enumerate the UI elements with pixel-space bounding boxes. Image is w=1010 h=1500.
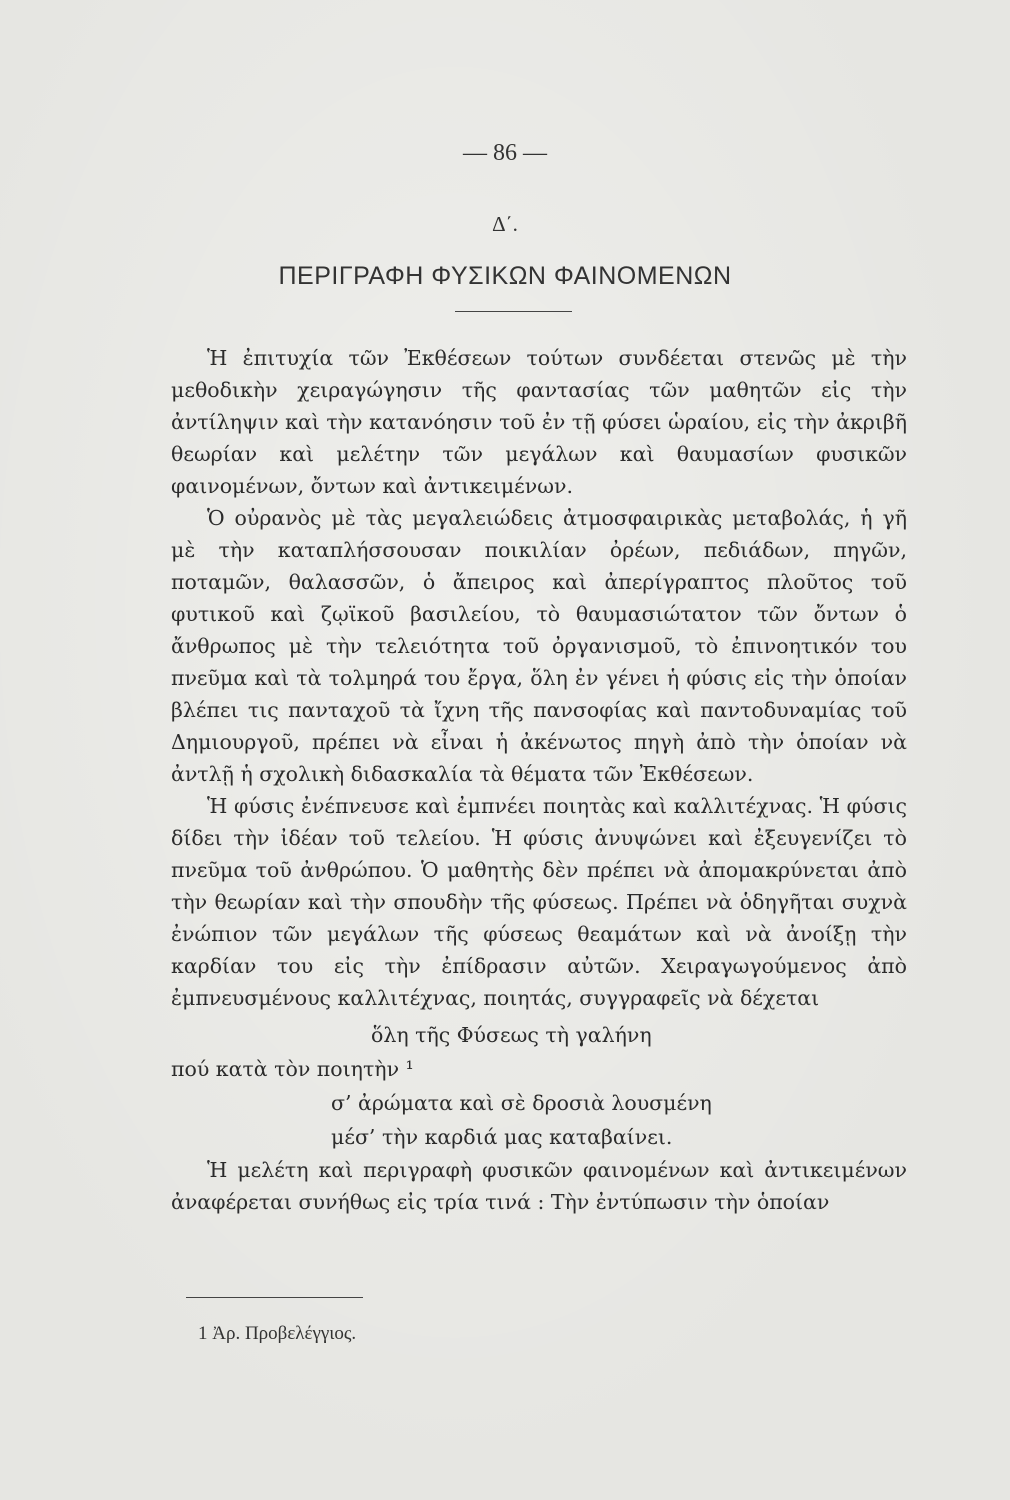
chapter-title: ΠΕΡΙΓΡΑΦΗ ΦΥΣΙΚΩΝ ΦΑΙΝΟΜΕΝΩΝ xyxy=(278,262,732,290)
footnote-rule xyxy=(186,1297,363,1298)
verse-line-2: σ’ ἀρώματα καὶ σὲ δροσιὰ λουσμένη xyxy=(331,1091,712,1115)
paragraph-4: Ἡ μελέτη καὶ περιγραφὴ φυσικῶν φαινομένων καὶ ἀντικειμένων ἀναφέρεται συνήθως εἰς τρία τινά : Τὴν ἐντύπωσιν τὴν ὁποίαν xyxy=(171,1158,907,1214)
verse-line-1: ὅλη τῆς Φύσεως τὴ γαλήνη xyxy=(371,1023,652,1047)
verse-line-3: μέσ’ τὴν καρδιά μας καταβαίνει. xyxy=(331,1125,673,1149)
body-text xyxy=(171,342,907,1218)
verse-attribution: πού κατὰ τὸν ποιητὴν ¹ xyxy=(171,1057,414,1081)
footnote: 1 Ἀρ. Προβελέγγιος. xyxy=(198,1323,357,1344)
paragraph-1: Ἡ ἐπιτυχία τῶν Ἐκθέσεων τούτων συνδέεται στενῶς μὲ τὴν μεθοδικὴν χειραγώγησιν τῆς φαντασίας τῶν μαθητῶν εἰς τὴν ἀντίληψιν καὶ τὴν κατανόησιν τοῦ ἐν τῇ φύσει ὡραίου, εἰς τὴν ἀκριβῆ θεωρίαν καὶ μελέτην τῶν μεγάλων καὶ θαυμασίων φυσικῶν φαινομένων, ὄντων καὶ ἀντικειμένων. xyxy=(171,346,907,498)
section-mark: Δ΄. xyxy=(492,212,518,236)
title-underline xyxy=(455,311,572,312)
paragraph-2: Ὁ οὐρανὸς μὲ τὰς μεγαλειώδεις ἀτμοσφαιρικὰς μεταβολάς, ἡ γῆ μὲ τὴν καταπλήσσουσαν ποικιλίαν ὀρέων, πεδιάδων, πηγῶν, ποταμῶν, θαλασσῶν, ὁ ἄπειρος καὶ ἀπερίγραπτος πλοῦτος τοῦ φυτικοῦ καὶ ζῳϊκοῦ βασιλείου, τὸ θαυμασιώτατον τῶν ὄντων ὁ ἄνθρωπος μὲ τὴν τελειότητα τοῦ ὀργανισμοῦ, τὸ ἐπινοητικόν του πνεῦμα καὶ τὰ τολμηρά του ἔργα, ὅλη ἐν γένει ἡ φύσις εἰς τὴν ὁποίαν βλέπει τις πανταχοῦ τὰ ἴχνη τῆς πανσοφίας καὶ παντοδυναμίας τοῦ Δημιουργοῦ, πρέπει νὰ εἶναι ἡ ἀκένωτος πηγὴ ἀπὸ τὴν ὁποίαν νὰ ἀντλῇ ἡ σχολικὴ διδασκαλία τὰ θέματα τῶν Ἐκθέσεων. xyxy=(171,506,907,786)
paragraph-3: Ἡ φύσις ἐνέπνευσε καὶ ἐμπνέει ποιητὰς καὶ καλλιτέχνας. Ἡ φύσις δίδει τὴν ἰδέαν τοῦ τελείου. Ἡ φύσις ἀνυψώνει καὶ ἐξευγενίζει τὸ πνεῦμα τοῦ ἀνθρώπου. Ὁ μαθητὴς δὲν πρέπει νὰ ἀπομακρύνεται ἀπὸ τὴν θεωρίαν καὶ τὴν σπουδὴν τῆς φύσεως. Πρέπει νὰ ὁδηγῆται συχνὰ ἐνώπιον τῶν μεγάλων τῆς φύσεως θεαμάτων καὶ νὰ ἀνοίξῃ τὴν καρδίαν του εἰς τὴν ἐπίδρασιν αὐτῶν. Χειραγωγούμενος ἀπὸ ἐμπνευσμένους καλλιτέχνας, ποιητάς, συγγραφεῖς νὰ δέχεται xyxy=(171,794,907,1010)
poem-quote xyxy=(171,1018,907,1154)
page-number: — 86 — xyxy=(463,140,547,166)
